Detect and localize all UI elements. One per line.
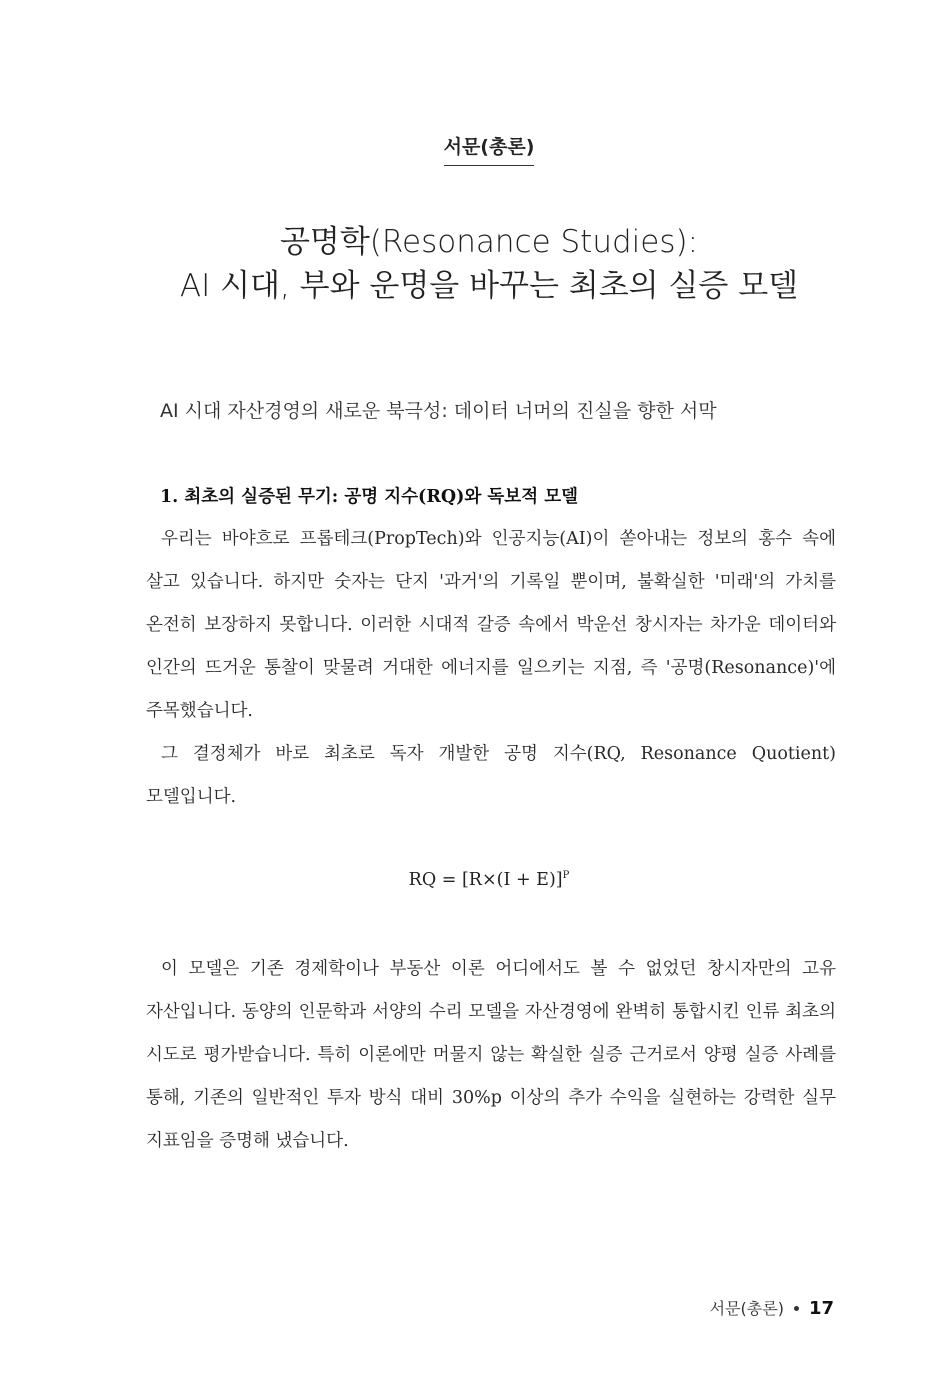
body-paragraph-1: 우리는 바야흐로 프롭테크(PropTech)와 인공지능(AI)이 쏟아내는 정보의 홍수 속에 살고 있습니다. 하지만 숫자는 단지 '과거'의 기록일 뿐이며, 불확실한 '미래'의 가치를 온전히 보장하지 못합니다. 이러한 시대적 갈증 속에서 박운선 창시자는 차가운 데이터와 인간의 뜨거운 통찰이 맞물려 거대한 에너지를 일으키는 지점, 즉 '공명(Resonance)'에 주목했습니다. xyxy=(146,529,836,721)
rq-formula xyxy=(0,870,950,890)
body-paragraph-3: 이 모델은 기존 경제학이나 부동산 이론 어디에서도 볼 수 없었던 창시자만의 고유 자산입니다. 동양의 인문학과 서양의 수리 모델을 자산경영에 완벽히 통합시킨 인류 최초의 시도로 평가받습니다. 특히 이론에만 머물지 않는 확실한 실증 근거로서 양평 실증 사례를 통해, 기존의 일반적인 투자 방식 대비 30%p 이상의 추가 수익을 실현하는 강력한 실무 지표임을 증명해 냈습니다. xyxy=(146,959,836,1151)
chapter-title xyxy=(0,220,950,308)
body-paragraph-2: 그 결정체가 바로 최초로 독자 개발한 공명 지수(RQ, Resonance Quotient) 모델입니다. xyxy=(146,744,836,807)
section-label-text: 서문(총론) xyxy=(444,132,535,166)
page-number: 17 xyxy=(808,1298,834,1319)
rq-formula-exponent: P xyxy=(562,870,570,882)
page-footer xyxy=(710,1296,834,1319)
section-label xyxy=(0,132,950,166)
chapter-title-line-2: AI 시대, 부와 운명을 바꾸는 최초의 실증 모델 xyxy=(179,268,799,304)
footer-bullet-icon xyxy=(794,1306,799,1311)
section-heading: 1. 최초의 실증된 무기: 공명 지수(RQ)와 독보적 모델 xyxy=(160,487,579,507)
chapter-title-line-1: 공명학(Resonance Studies): xyxy=(279,224,699,260)
chapter-subtitle: AI 시대 자산경영의 새로운 북극성: 데이터 너머의 진실을 향한 서막 xyxy=(160,400,717,422)
footer-section-label: 서문(총론) xyxy=(709,1299,784,1318)
rq-formula-base: RQ = [R×(I + E)] xyxy=(408,870,563,890)
